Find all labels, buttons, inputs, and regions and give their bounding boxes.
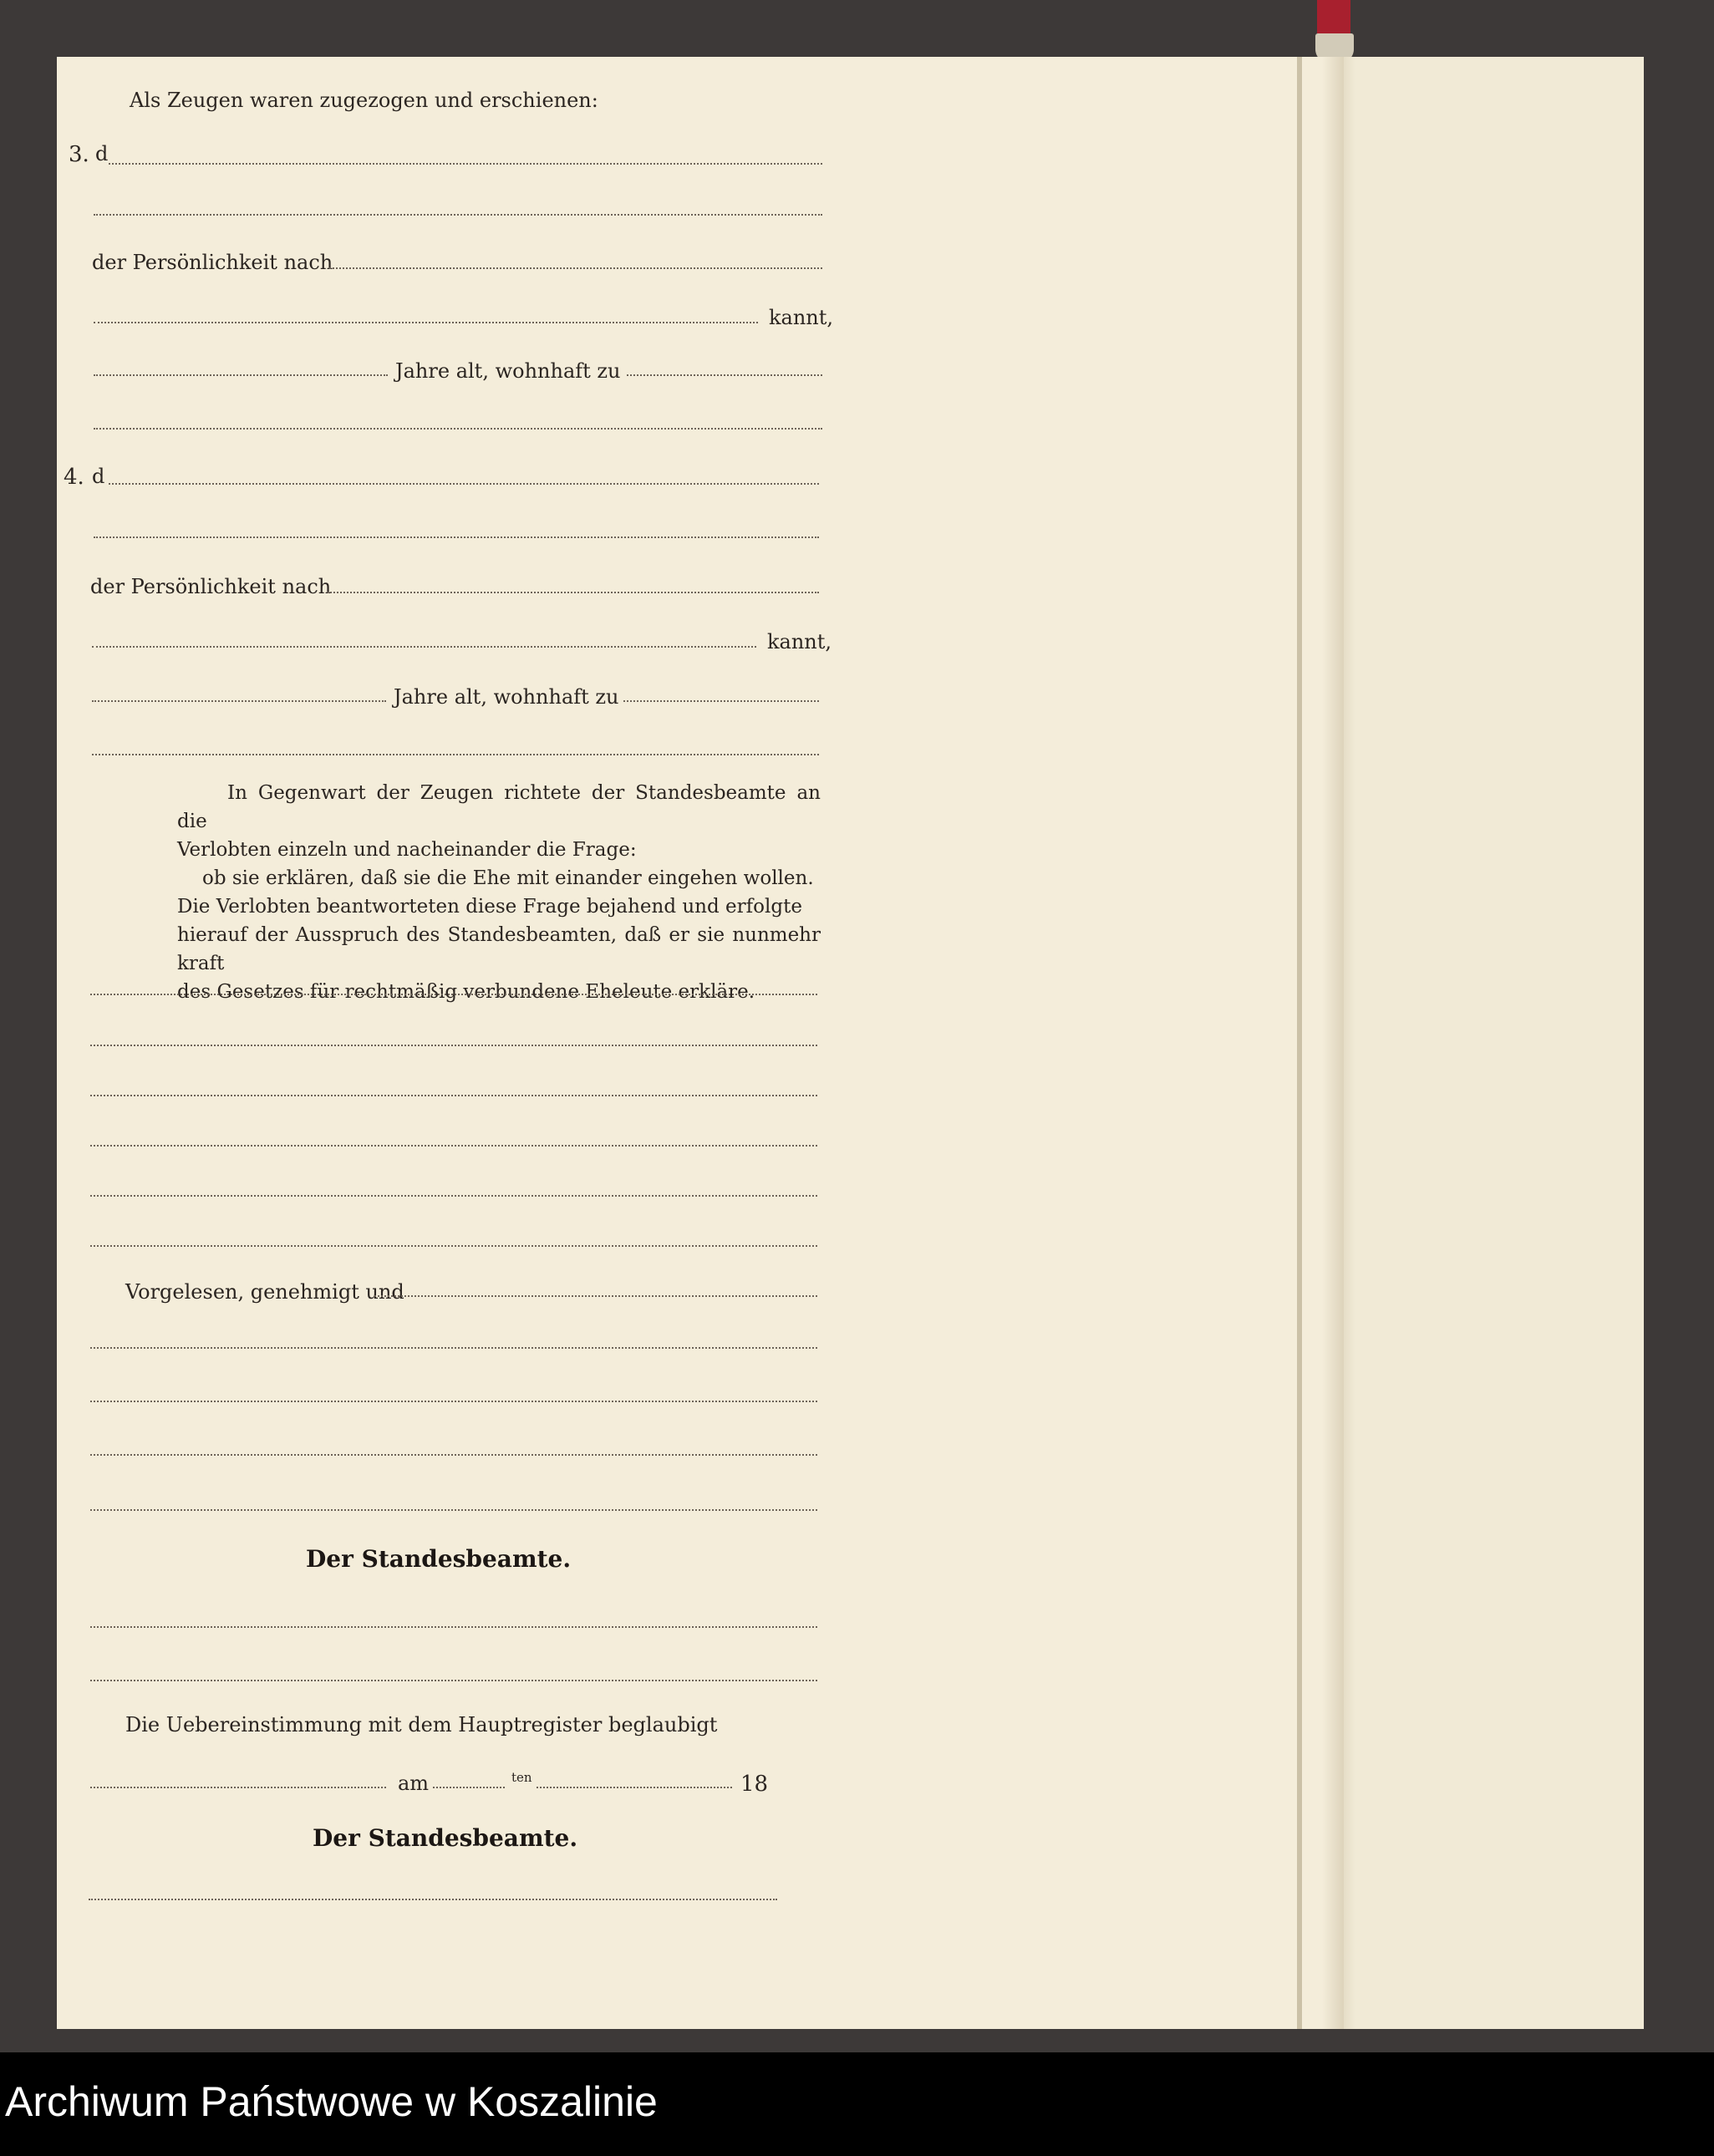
witness4-name-line[interactable]	[109, 483, 819, 485]
signature-line[interactable]	[90, 1509, 817, 1511]
witness4-prefix: d	[92, 465, 105, 488]
signature-line[interactable]	[90, 1401, 817, 1402]
witness3-prefix: d	[95, 142, 109, 165]
official-title: Der Standesbeamte.	[306, 1545, 572, 1573]
witness3-persoenlichkeit-label: der Persönlichkeit nach	[92, 251, 333, 274]
declaration-line: hierauf der Ausspruch des Standesbeamten, daß er sie nunmehr kraft	[177, 924, 821, 974]
witness4-persoenlichkeit-label: der Persönlichkeit nach	[90, 575, 332, 598]
witness4-jahre-label: Jahre alt, wohnhaft zu	[394, 685, 619, 709]
witness3-jahre-label: Jahre alt, wohnhaft zu	[395, 359, 621, 383]
witness3-kannt-label: kannt,	[769, 306, 834, 329]
archive-footer	[0, 2052, 1714, 2156]
official-signature-line[interactable]	[90, 1626, 817, 1628]
date-year-prefix: 18	[740, 1772, 769, 1797]
official-signature-line-3[interactable]	[89, 1899, 777, 1900]
remarks-line[interactable]	[90, 1245, 817, 1247]
book-spine	[1297, 57, 1302, 2029]
certification-label: Die Uebereinstimmung mit dem Hauptregister beglaubigt	[125, 1713, 718, 1736]
witness4-kannt-label: kannt,	[767, 630, 832, 653]
certification-place-line[interactable]	[90, 1787, 386, 1788]
witness3-persoenlichkeit-line[interactable]	[329, 267, 822, 269]
declaration-paragraph	[177, 779, 821, 1006]
witnesses-heading: Als Zeugen waren zugezogen und erschienen:	[130, 89, 598, 112]
date-am-label: am	[398, 1772, 430, 1795]
signature-line[interactable]	[90, 1454, 817, 1456]
date-month-line[interactable]	[537, 1787, 732, 1788]
witness4-number: 4.	[64, 465, 84, 490]
official-signature-line-2[interactable]	[90, 1680, 817, 1681]
declaration-line: ob sie erklären, daß sie die Ehe mit einander eingehen wollen.	[202, 867, 814, 889]
witness3-name-line[interactable]	[109, 163, 822, 165]
remarks-line[interactable]	[90, 1045, 817, 1046]
signature-line[interactable]	[90, 1347, 817, 1349]
declaration-line: Verlobten einzeln und nacheinander die Frage:	[177, 839, 637, 861]
declaration-line: In Gegenwart der Zeugen richtete der Standesbeamte an die	[177, 782, 821, 832]
facing-page	[1330, 57, 1644, 2029]
witness3-age-line[interactable]	[94, 374, 388, 376]
remarks-line[interactable]	[90, 1095, 817, 1096]
date-day-line[interactable]	[433, 1787, 505, 1788]
witness3-residence-line-2[interactable]	[94, 428, 822, 430]
witness4-residence-line-2[interactable]	[92, 754, 819, 755]
witness4-persoenlichkeit-line[interactable]	[328, 592, 819, 593]
witness3-name-line-2[interactable]	[94, 214, 822, 216]
page-edge-shadow	[1322, 57, 1344, 2029]
vorgelesen-line[interactable]	[374, 1295, 817, 1297]
date-ten-label: ten	[511, 1770, 532, 1785]
remarks-line[interactable]	[90, 994, 817, 995]
witness4-age-line[interactable]	[92, 700, 386, 702]
official-title-2: Der Standesbeamte.	[313, 1824, 578, 1852]
witness3-kannt-line[interactable]	[94, 322, 758, 323]
archive-name: Archiwum Państwowe w Koszalinie	[5, 2078, 658, 2125]
witness4-kannt-line[interactable]	[92, 646, 756, 648]
bookmark-ribbon	[1317, 0, 1350, 33]
declaration-line: des Gesetzes für rechtmäßig verbundene Eheleute erkläre.	[177, 981, 755, 1003]
declaration-line: Die Verlobten beantworteten diese Frage bejahend und erfolgte	[177, 896, 802, 918]
witness4-residence-line[interactable]	[623, 700, 819, 702]
vorgelesen-label: Vorgelesen, genehmigt und	[125, 1280, 404, 1304]
witness3-number: 3.	[69, 142, 89, 167]
remarks-line[interactable]	[90, 1145, 817, 1147]
witness3-residence-line[interactable]	[627, 374, 822, 376]
witness4-name-line-2[interactable]	[94, 536, 819, 538]
remarks-line[interactable]	[90, 1195, 817, 1197]
